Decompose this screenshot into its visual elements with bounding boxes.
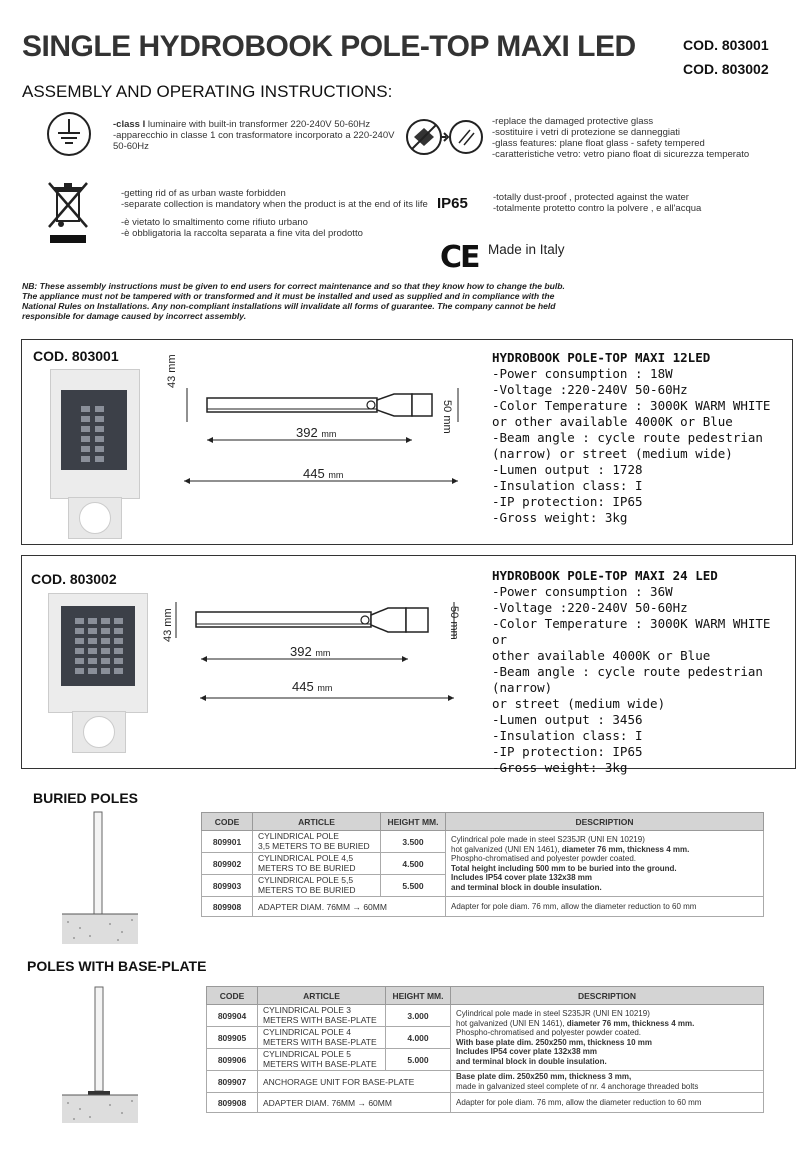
product-title-1: HYDROBOOK POLE-TOP MAXI 12LED [492, 350, 711, 365]
desc-line: Phospho-chromatised and polyester powder coated. [456, 1028, 641, 1037]
dim-l2-unit: mm [328, 470, 344, 480]
row-code: 809904 [207, 1005, 258, 1027]
spec-item: -Power consumption : 18W [492, 366, 673, 381]
dim-length-3 [290, 644, 330, 659]
table-row [202, 831, 764, 853]
row-code: 809902 [202, 853, 253, 875]
row-code: 809907 [207, 1071, 258, 1093]
code-header-1: COD. 803001 [683, 37, 769, 53]
row-article: ADAPTER DIAM. 76MM → 60MM [253, 897, 446, 917]
article-line: CYLINDRICAL POLE 4,5 [258, 853, 354, 863]
class-line-3: 50-60Hz [113, 141, 149, 152]
dim-l1-value: 392 [290, 644, 312, 659]
table-row [207, 1005, 764, 1027]
row-article [253, 853, 381, 875]
dim-h1-value: 43 [162, 629, 174, 642]
row-height: 5.000 [386, 1049, 451, 1071]
spec-item: -Color Temperature : 3000K WARM WHITE [492, 398, 771, 413]
row-code: 809906 [207, 1049, 258, 1071]
dim-length-2 [303, 466, 343, 481]
made-in-italy: Made in Italy [488, 242, 565, 257]
dim-h2-value: 50 [441, 400, 453, 413]
glass-info [492, 116, 782, 160]
desc-line: diameter 76 mm, thickness 4 mm. [566, 1018, 695, 1028]
row-description: Adapter for pole diam. 76 mm, allow the diameter reduction to 60 mm [451, 1093, 764, 1113]
desc-line: hot galvanized (UNI EN 1461), [451, 844, 562, 854]
ground-icon [46, 111, 92, 157]
article-line: METERS TO BE BURIED [258, 862, 356, 873]
lamp-image-1 [50, 369, 140, 499]
desc-line: Base plate dim. 250x250 mm, thickness 3 mm, [456, 1072, 632, 1081]
row-description [451, 1071, 764, 1093]
spec-item: -Power consumption : 36W [492, 584, 673, 599]
buried-pole-illustration [60, 810, 140, 945]
product-title-2: HYDROBOOK POLE-TOP MAXI 24 LED [492, 568, 718, 583]
dim-l1-unit: mm [321, 429, 337, 439]
row-code: 809905 [207, 1027, 258, 1049]
glass-line-4: -caratteristiche vetro: vetro piano float di sicurezza temperato [492, 149, 750, 160]
row-article [258, 1005, 386, 1027]
baseplate-poles-table [206, 986, 764, 1113]
spec-item: (narrow) or street (medium wide) [492, 446, 733, 461]
desc-line: Phospho-chromatised and polyester powder coated. [451, 854, 636, 863]
row-height: 4.500 [381, 853, 446, 875]
article-line: METERS WITH BASE-PLATE [263, 1014, 377, 1025]
article-line: CYLINDRICAL POLE 5 [263, 1049, 352, 1059]
row-height: 4.000 [386, 1027, 451, 1049]
dim-height-2 [441, 400, 453, 434]
class-line-1: luminaire with built-in transformer 220-240V 50-60Hz [145, 119, 371, 130]
desc-line: diameter 76 mm, thickness 4 mm. [561, 844, 690, 854]
page-title: SINGLE HYDROBOOK POLE-TOP MAXI LED [22, 30, 636, 63]
desc-line: Cylindrical pole made in steel S235JR (UNI EN 10219) [451, 835, 645, 844]
class-line-2: -apparecchio in classe 1 con trasformatore incorporato a 220-240V [113, 130, 395, 141]
row-article [253, 831, 381, 853]
buried-poles-title: BURIED POLES [33, 790, 139, 806]
dim-height-3 [162, 608, 174, 642]
pole-adapter-1 [68, 497, 122, 539]
row-article: ANCHORAGE UNIT FOR BASE-PLATE [258, 1071, 451, 1093]
nb-note: NB: These assembly instructions must be given to end users for correct maintenance and so that they know how to change the bulb. The appliance must not be tampered with or transformed and it must be installed and used as supplied and in compliance with the National Rules on Installations. Any non-compliant installations will invalidate all forms of guarantee. The company cannot be held responsible for damage caused by incorrect assembly. [22, 281, 565, 321]
dim-h1-unit: mm [166, 354, 178, 373]
article-line: 3,5 METERS TO BE BURIED [258, 840, 370, 851]
article-line: METERS WITH BASE-PLATE [263, 1036, 377, 1047]
pole-adapter-2 [72, 711, 126, 753]
spec-item: -Color Temperature : 3000K WARM WHITE or [492, 616, 771, 647]
waste-line-2: -separate collection is mandatory when the product is at the end of its life [121, 199, 428, 210]
spec-item: -IP protection: IP65 [492, 494, 643, 509]
dim-l1-unit: mm [315, 648, 331, 658]
row-height: 5.500 [381, 875, 446, 897]
class-bold: -class I [113, 119, 146, 130]
ip-line-1: -totally dust-proof , protected against the water [493, 192, 689, 203]
desc-line: and terminal block in double insulation. [456, 1056, 607, 1066]
spec-item: -Lumen output : 3456 [492, 712, 643, 727]
dim-h1-value: 43 [166, 375, 178, 388]
spec-item: -Beam angle : cycle route pedestrian [492, 430, 763, 445]
baseplate-poles-title: POLES WITH BASE-PLATE [27, 958, 207, 974]
article-line: CYLINDRICAL POLE 3 [263, 1005, 352, 1015]
row-article [258, 1027, 386, 1049]
class-info [113, 119, 403, 152]
col-description: DESCRIPTION [446, 813, 764, 831]
col-code: CODE [207, 987, 258, 1005]
product-box-1 [21, 339, 793, 545]
spec-item: -Insulation class: I [492, 728, 643, 743]
ce-mark-icon: CE [440, 240, 479, 275]
row-description [451, 1005, 764, 1071]
row-description: Adapter for pole diam. 76 mm, allow the diameter reduction to 60 mm [446, 897, 764, 917]
article-line: CYLINDRICAL POLE [258, 831, 339, 841]
dim-length-1 [296, 425, 336, 440]
product-code-1: COD. 803001 [33, 348, 119, 364]
table-row [207, 1071, 764, 1093]
dim-h2-unit: mm [448, 621, 460, 640]
desc-line: Cylindrical pole made in steel S235JR (UNI EN 10219) [456, 1009, 650, 1018]
spec-item: other available 4000K or Blue [492, 648, 711, 663]
spec-item: or street (medium wide) [492, 696, 666, 711]
desc-line: Includes IP54 cover plate 132x38 mm [451, 873, 592, 882]
dim-l2-value: 445 [303, 466, 325, 481]
spec-item: -Voltage :220-240V 50-60Hz [492, 600, 688, 615]
spec-item: -IP protection: IP65 [492, 744, 643, 759]
dim-height-4 [448, 606, 460, 640]
spec-item: -Lumen output : 1728 [492, 462, 643, 477]
dim-l2-unit: mm [317, 683, 333, 693]
ip65-label: IP65 [437, 195, 468, 212]
table-row [207, 1093, 764, 1113]
col-article: ARTICLE [258, 987, 386, 1005]
ip-line-2: -totalmente protetto contro la polvere , e all'acqua [493, 203, 702, 214]
row-article [258, 1049, 386, 1071]
product-box-2 [21, 555, 796, 775]
spec-item: -Gross weight: 3kg [492, 760, 628, 775]
row-article [253, 875, 381, 897]
code-header-2: COD. 803002 [683, 61, 769, 77]
glass-line-3: -glass features: plane float glass - safety tempered [492, 138, 705, 149]
spec-item: or other available 4000K or Blue [492, 414, 733, 429]
row-article: ADAPTER DIAM. 76MM → 60MM [258, 1093, 451, 1113]
dim-h2-value: 50 [448, 606, 460, 619]
baseplate-pole-illustration [60, 985, 140, 1125]
glass-icon [404, 116, 484, 158]
spec-list-2 [492, 584, 792, 776]
waste-line-3: -è vietato lo smaltimento come rifiuto urbano [121, 217, 308, 228]
row-height: 3.000 [386, 1005, 451, 1027]
spec-list-1 [492, 366, 787, 526]
dim-h1-unit: mm [162, 608, 174, 627]
spec-item: -Beam angle : cycle route pedestrian (narrow) [492, 664, 763, 695]
col-article: ARTICLE [253, 813, 381, 831]
row-code: 809908 [202, 897, 253, 917]
product-code-2: COD. 803002 [31, 571, 117, 587]
article-line: CYLINDRICAL POLE 5,5 [258, 875, 354, 885]
page-subtitle: ASSEMBLY AND OPERATING INSTRUCTIONS: [22, 82, 393, 101]
buried-poles-table [201, 812, 764, 917]
lamp-image-2 [48, 593, 148, 713]
article-line: CYLINDRICAL POLE 4 [263, 1027, 352, 1037]
dim-l1-value: 392 [296, 425, 318, 440]
col-height: HEIGHT MM. [381, 813, 446, 831]
dim-l2-value: 445 [292, 679, 314, 694]
row-code: 809903 [202, 875, 253, 897]
table-row [202, 897, 764, 917]
glass-line-2: -sostituire i vetri di protezione se danneggiati [492, 127, 680, 138]
waste-info [121, 188, 441, 239]
dim-height-1 [166, 354, 178, 388]
col-height: HEIGHT MM. [386, 987, 451, 1005]
waste-bin-icon [45, 179, 91, 245]
waste-line-1: -getting rid of as urban waste forbidden [121, 188, 286, 199]
row-height: 3.500 [381, 831, 446, 853]
spec-item: -Insulation class: I [492, 478, 643, 493]
desc-line: hot galvanized (UNI EN 1461), [456, 1018, 567, 1028]
col-description: DESCRIPTION [451, 987, 764, 1005]
spec-item: -Voltage :220-240V 50-60Hz [492, 382, 688, 397]
dim-length-4 [292, 679, 332, 694]
ip-info [493, 192, 783, 214]
desc-line: With base plate dim. 250x250 mm, thickness 10 mm [456, 1037, 653, 1047]
dim-h2-unit: mm [441, 415, 453, 434]
row-description [446, 831, 764, 897]
col-code: CODE [202, 813, 253, 831]
desc-line: Includes IP54 cover plate 132x38 mm [456, 1047, 597, 1056]
desc-line: Total height including 500 mm to be buried into the ground. [451, 863, 677, 873]
waste-line-4: -è obbligatoria la raccolta separata a fine vita del prodotto [121, 228, 363, 239]
desc-line: and terminal block in double insulation. [451, 882, 602, 892]
article-line: METERS TO BE BURIED [258, 884, 356, 895]
article-line: METERS WITH BASE-PLATE [263, 1058, 377, 1069]
row-code: 809901 [202, 831, 253, 853]
row-code: 809908 [207, 1093, 258, 1113]
spec-item: -Gross weight: 3kg [492, 510, 628, 525]
glass-line-1: -replace the damaged protective glass [492, 116, 654, 127]
desc-line: made in galvanized steel complete of nr. 4 anchorage threaded bolts [456, 1081, 699, 1091]
